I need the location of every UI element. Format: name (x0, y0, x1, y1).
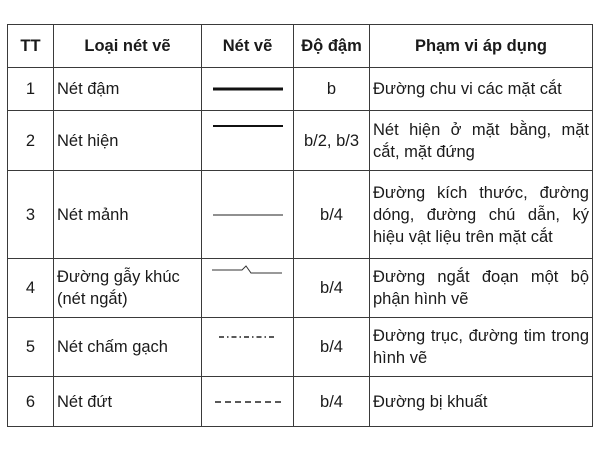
application-scope: Đường ngắt đoạn một bộ phận hình vẽ (370, 259, 593, 318)
table-row (8, 171, 593, 259)
line-weight: b/4 (294, 318, 370, 377)
row-number: 6 (8, 377, 54, 427)
row-number: 1 (8, 68, 54, 111)
line-weight: b/4 (294, 377, 370, 427)
dashed-line-icon (202, 377, 294, 427)
row-number: 2 (8, 111, 54, 171)
zigzag-break-line-icon (202, 259, 294, 318)
line-weight: b/4 (294, 259, 370, 318)
header-weight: Độ đậm (294, 25, 370, 68)
thin-solid-line-icon (202, 171, 294, 259)
header-tt: TT (8, 25, 54, 68)
table-row (8, 318, 593, 377)
line-type-name: Nét hiện (54, 111, 202, 171)
header-row (8, 25, 593, 68)
application-scope: Đường kích thước, đường dóng, đường chú dẫn, ký hiệu vật liệu trên mặt cắt (370, 171, 593, 259)
thick-solid-line-icon (202, 68, 294, 111)
row-number: 3 (8, 171, 54, 259)
line-type-name: Nét đậm (54, 68, 202, 111)
row-number: 4 (8, 259, 54, 318)
line-weight: b (294, 68, 370, 111)
table-row (8, 377, 593, 427)
application-scope: Đường trục, đường tim trong hình vẽ (370, 318, 593, 377)
line-type-name: Nét đứt (54, 377, 202, 427)
header-line: Nét vẽ (202, 25, 294, 68)
header-scope: Phạm vi áp dụng (370, 25, 593, 68)
line-types-table (7, 24, 593, 427)
row-number: 5 (8, 318, 54, 377)
line-weight: b/4 (294, 171, 370, 259)
application-scope: Đường chu vi các mặt cắt (370, 68, 593, 111)
line-type-name: Đường gẫy khúc (nét ngắt) (54, 259, 202, 318)
medium-solid-line-icon (202, 111, 294, 171)
header-type: Loại nét vẽ (54, 25, 202, 68)
application-scope: Đường bị khuất (370, 377, 593, 427)
table-row (8, 111, 593, 171)
line-type-name: Nét mảnh (54, 171, 202, 259)
table-row (8, 68, 593, 111)
line-weight: b/2, b/3 (294, 111, 370, 171)
line-type-name: Nét chấm gạch (54, 318, 202, 377)
dash-dot-line-icon (202, 318, 294, 377)
table-row (8, 259, 593, 318)
application-scope: Nét hiện ở mặt bằng, mặt cắt, mặt đứng (370, 111, 593, 171)
